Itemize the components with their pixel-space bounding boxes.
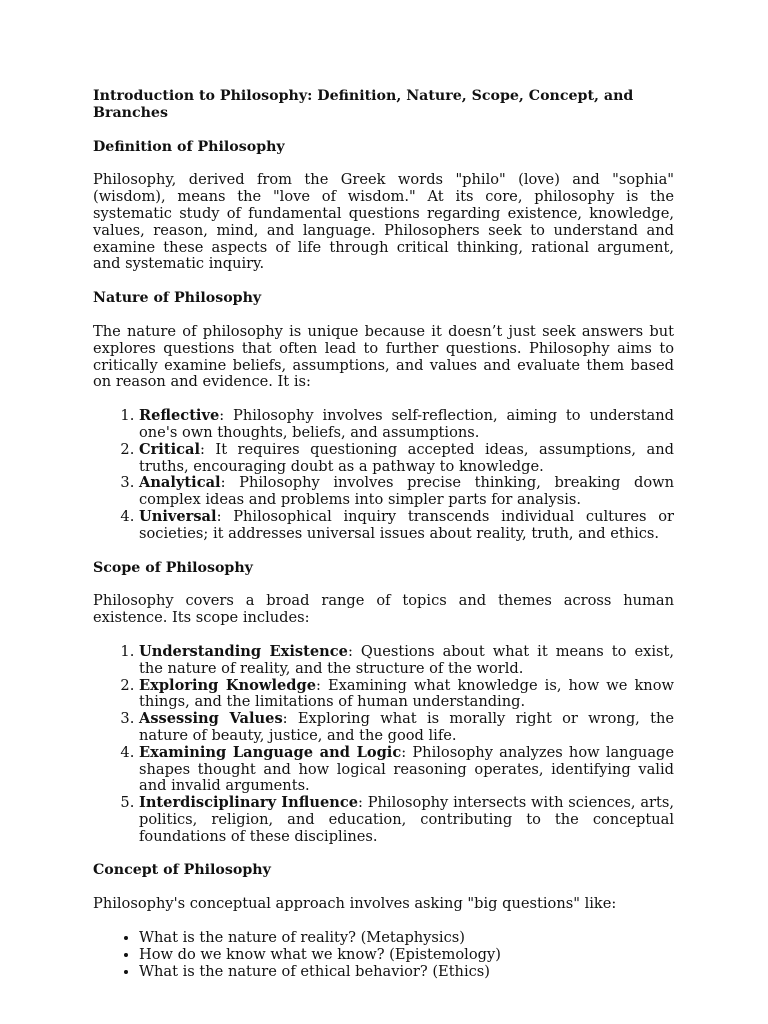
list-item-text: : Examining what knowledge is, how we know things, and the limitations of human understanding. — [139, 676, 674, 711]
bullet-item: • What is the nature of ethical behavior? (Ethics) — [139, 964, 674, 981]
bullet-item: • How do we know what we know? (Epistemology) — [139, 947, 674, 964]
concept-heading: Concept of Philosophy — [93, 862, 271, 879]
definition-paragraph: Philosophy, derived from the Greek words "philo" (love) and "sophia" (wisdom), means the "love of wisdom." At its core, philosophy is the systematic study of fundamental questions regarding existence, knowledge, values, reason, mind, and language. Philosophers seek to understand and examine these aspects of life through critical thinking, rational argument, and systematic inquiry. — [93, 171, 674, 273]
bullet-item: • What is the nature of reality? (Metaphysics) — [139, 930, 674, 947]
scope-heading: Scope of Philosophy — [93, 559, 253, 576]
list-item-term: Assessing Values — [139, 710, 283, 728]
nature-list — [93, 408, 674, 542]
definition-heading: Definition of Philosophy — [93, 138, 285, 155]
list-item-text: : Questions about what it means to exist, the nature of reality, and the structure of the world. — [139, 642, 674, 677]
document-page — [93, 88, 674, 980]
concept-bullet-list — [93, 930, 674, 980]
list-item-text: : Philosophical inquiry transcends individual cultures or societies; it addresses universal issues about reality, truth, and ethics. — [139, 507, 674, 542]
list-item-term: Interdisciplinary Influence — [139, 794, 359, 812]
scope-list-item — [139, 678, 674, 712]
nature-heading: Nature of Philosophy — [93, 290, 262, 307]
list-item-text: : Philosophy intersects with sciences, arts, politics, religion, and education, contributing to the conceptual foundations of these disciplines. — [139, 794, 674, 845]
list-item-term: Understanding Existence — [139, 642, 348, 660]
scope-list-item — [139, 745, 674, 795]
concept-paragraph: Philosophy's conceptual approach involves asking "big questions" like: — [93, 895, 617, 913]
list-item-term: Exploring Knowledge — [139, 676, 316, 694]
list-item-text: : Philosophy analyzes how language shapes thought and how logical reasoning operates, identifying valid and invalid arguments. — [139, 743, 675, 795]
list-item-term: Examining Language and Logic — [139, 743, 402, 761]
list-item-term: Universal — [139, 507, 217, 525]
scope-list-item — [139, 795, 674, 845]
document-title: Introduction to Philosophy: Definition, Nature, Scope, Concept, and Branches — [93, 88, 634, 121]
scope-list — [93, 644, 674, 846]
list-item-term: Reflective — [139, 407, 220, 425]
list-item-term: Analytical — [139, 474, 221, 492]
scope-list-item — [139, 644, 674, 678]
scope-paragraph: Philosophy covers a broad range of topics and themes across human existence. Its scope includes: — [93, 592, 674, 627]
scope-list-item — [139, 711, 674, 745]
nature-list-item — [139, 442, 674, 476]
nature-paragraph: The nature of philosophy is unique because it doesn’t just seek answers but explores questions that often lead to further questions. Philosophy aims to critically examine beliefs, assumptions, and values and evaluate them based on reason and evidence. It is: — [93, 322, 674, 391]
list-item-text: : Philosophy involves self-reflection, aiming to understand one's own thoughts, beliefs, and assumptions. — [139, 407, 674, 441]
nature-list-item — [139, 408, 674, 442]
list-item-term: Critical — [139, 440, 201, 458]
list-item-text: : Philosophy involves precise thinking, breaking down complex ideas and problems into simpler parts for analysis. — [139, 474, 674, 509]
list-item-text: : Exploring what is morally right or wrong, the nature of beauty, justice, and the good life. — [139, 710, 674, 744]
nature-list-item — [139, 475, 674, 509]
list-item-text: : It requires questioning accepted ideas, assumptions, and truths, encouraging doubt as a pathway to knowledge. — [139, 440, 674, 475]
nature-list-item — [139, 509, 674, 543]
